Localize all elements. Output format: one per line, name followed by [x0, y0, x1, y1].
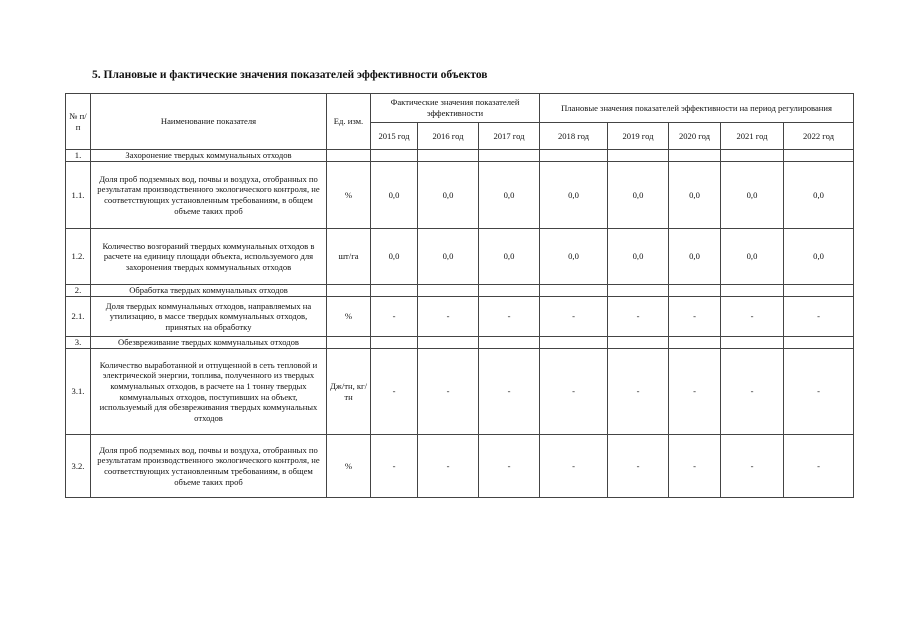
row-number: 2.: [66, 285, 91, 297]
empty-cell: [479, 337, 540, 349]
empty-cell: [608, 285, 669, 297]
value-cell: 0,0: [784, 162, 854, 229]
table-row: [66, 297, 854, 337]
header-row: [66, 94, 854, 123]
table-row: [66, 229, 854, 285]
header-plan-group: Плановые значения показателей эффективности на период регулирования: [540, 94, 854, 123]
row-number: 1.1.: [66, 162, 91, 229]
section-row: [66, 337, 854, 349]
value-cell: -: [721, 297, 784, 337]
empty-cell: [327, 337, 371, 349]
value-cell: -: [371, 349, 418, 435]
value-cell: -: [784, 349, 854, 435]
section-name: Обработка твердых коммунальных отходов: [91, 285, 327, 297]
header-year: 2016 год: [418, 123, 479, 150]
empty-cell: [418, 285, 479, 297]
value-cell: -: [608, 297, 669, 337]
value-cell: -: [608, 349, 669, 435]
header-year: 2017 год: [479, 123, 540, 150]
header-unit: Ед. изм.: [327, 94, 371, 150]
value-cell: -: [784, 297, 854, 337]
value-cell: 0,0: [418, 162, 479, 229]
indicator-name: Доля проб подземных вод, почвы и воздуха, отобранных по результатам производственного экологического контроля, не соответствующих установленным требованиям, в общем объеме таких проб: [91, 435, 327, 498]
header-year: 2015 год: [371, 123, 418, 150]
value-cell: -: [608, 435, 669, 498]
header-fact-group: Фактические значения показателей эффективности: [371, 94, 540, 123]
value-cell: -: [669, 297, 721, 337]
empty-cell: [784, 285, 854, 297]
value-cell: 0,0: [418, 229, 479, 285]
value-cell: 0,0: [479, 162, 540, 229]
value-cell: -: [540, 435, 608, 498]
unit-cell: %: [327, 162, 371, 229]
empty-cell: [371, 337, 418, 349]
table-row: [66, 162, 854, 229]
empty-cell: [418, 337, 479, 349]
empty-cell: [669, 150, 721, 162]
value-cell: -: [479, 435, 540, 498]
empty-cell: [371, 285, 418, 297]
empty-cell: [540, 150, 608, 162]
header-name: Наименование показателя: [91, 94, 327, 150]
value-cell: 0,0: [784, 229, 854, 285]
value-cell: -: [479, 297, 540, 337]
row-number: 2.1.: [66, 297, 91, 337]
indicator-name: Доля твердых коммунальных отходов, направляемых на утилизацию, в массе твердых коммунальных отходов, принятых на обработку: [91, 297, 327, 337]
empty-cell: [479, 285, 540, 297]
value-cell: -: [540, 297, 608, 337]
value-cell: 0,0: [721, 229, 784, 285]
section-name: Захоронение твердых коммунальных отходов: [91, 150, 327, 162]
row-number: 1.2.: [66, 229, 91, 285]
empty-cell: [479, 150, 540, 162]
indicator-name: Доля проб подземных вод, почвы и воздуха, отобранных по результатам производственного экологического контроля, не соответствующих установленным требованиям, в общем объеме таких проб: [91, 162, 327, 229]
value-cell: -: [721, 435, 784, 498]
empty-cell: [669, 337, 721, 349]
value-cell: 0,0: [608, 229, 669, 285]
value-cell: 0,0: [371, 162, 418, 229]
value-cell: -: [371, 297, 418, 337]
value-cell: 0,0: [540, 162, 608, 229]
empty-cell: [721, 285, 784, 297]
row-number: 1.: [66, 150, 91, 162]
unit-cell: %: [327, 297, 371, 337]
unit-cell: %: [327, 435, 371, 498]
value-cell: 0,0: [371, 229, 418, 285]
empty-cell: [418, 150, 479, 162]
empty-cell: [669, 285, 721, 297]
row-number: 3.1.: [66, 349, 91, 435]
empty-cell: [608, 337, 669, 349]
unit-cell: шт/га: [327, 229, 371, 285]
row-number: 3.2.: [66, 435, 91, 498]
value-cell: -: [479, 349, 540, 435]
page-title: 5. Плановые и фактические значения показателей эффективности объектов: [92, 69, 488, 81]
value-cell: -: [669, 435, 721, 498]
value-cell: 0,0: [669, 229, 721, 285]
empty-cell: [371, 150, 418, 162]
empty-cell: [540, 337, 608, 349]
empty-cell: [327, 285, 371, 297]
section-row: [66, 285, 854, 297]
empty-cell: [608, 150, 669, 162]
value-cell: -: [540, 349, 608, 435]
value-cell: -: [418, 297, 479, 337]
header-num: № п/п: [66, 94, 91, 150]
table-body: [66, 150, 854, 498]
value-cell: -: [418, 435, 479, 498]
value-cell: -: [721, 349, 784, 435]
empty-cell: [327, 150, 371, 162]
table-row: [66, 349, 854, 435]
indicator-name: Количество выработанной и отпущенной в сеть тепловой и электрической энергии, топлива, полученного из твердых коммунальных отходов, в расчете на 1 тонну твердых коммунальных отходов, поступивших на объект, используемый для обезвреживания твердых коммунальных отходов: [91, 349, 327, 435]
value-cell: -: [418, 349, 479, 435]
indicator-name: Количество возгораний твердых коммунальных отходов в расчете на единицу площади объекта, используемого для захоронения твердых коммунальных отходов: [91, 229, 327, 285]
empty-cell: [721, 150, 784, 162]
value-cell: -: [371, 435, 418, 498]
empty-cell: [784, 337, 854, 349]
empty-cell: [540, 285, 608, 297]
empty-cell: [784, 150, 854, 162]
efficiency-table: [65, 93, 854, 498]
value-cell: 0,0: [608, 162, 669, 229]
value-cell: 0,0: [479, 229, 540, 285]
header-year: 2019 год: [608, 123, 669, 150]
header-year: 2022 год: [784, 123, 854, 150]
value-cell: -: [669, 349, 721, 435]
table-row: [66, 435, 854, 498]
row-number: 3.: [66, 337, 91, 349]
header-year: 2020 год: [669, 123, 721, 150]
header-year: 2021 год: [721, 123, 784, 150]
value-cell: 0,0: [721, 162, 784, 229]
value-cell: -: [784, 435, 854, 498]
value-cell: 0,0: [540, 229, 608, 285]
header-year: 2018 год: [540, 123, 608, 150]
section-row: [66, 150, 854, 162]
value-cell: 0,0: [669, 162, 721, 229]
unit-cell: Дж/тн, кг/тн: [327, 349, 371, 435]
empty-cell: [721, 337, 784, 349]
section-name: Обезвреживание твердых коммунальных отходов: [91, 337, 327, 349]
